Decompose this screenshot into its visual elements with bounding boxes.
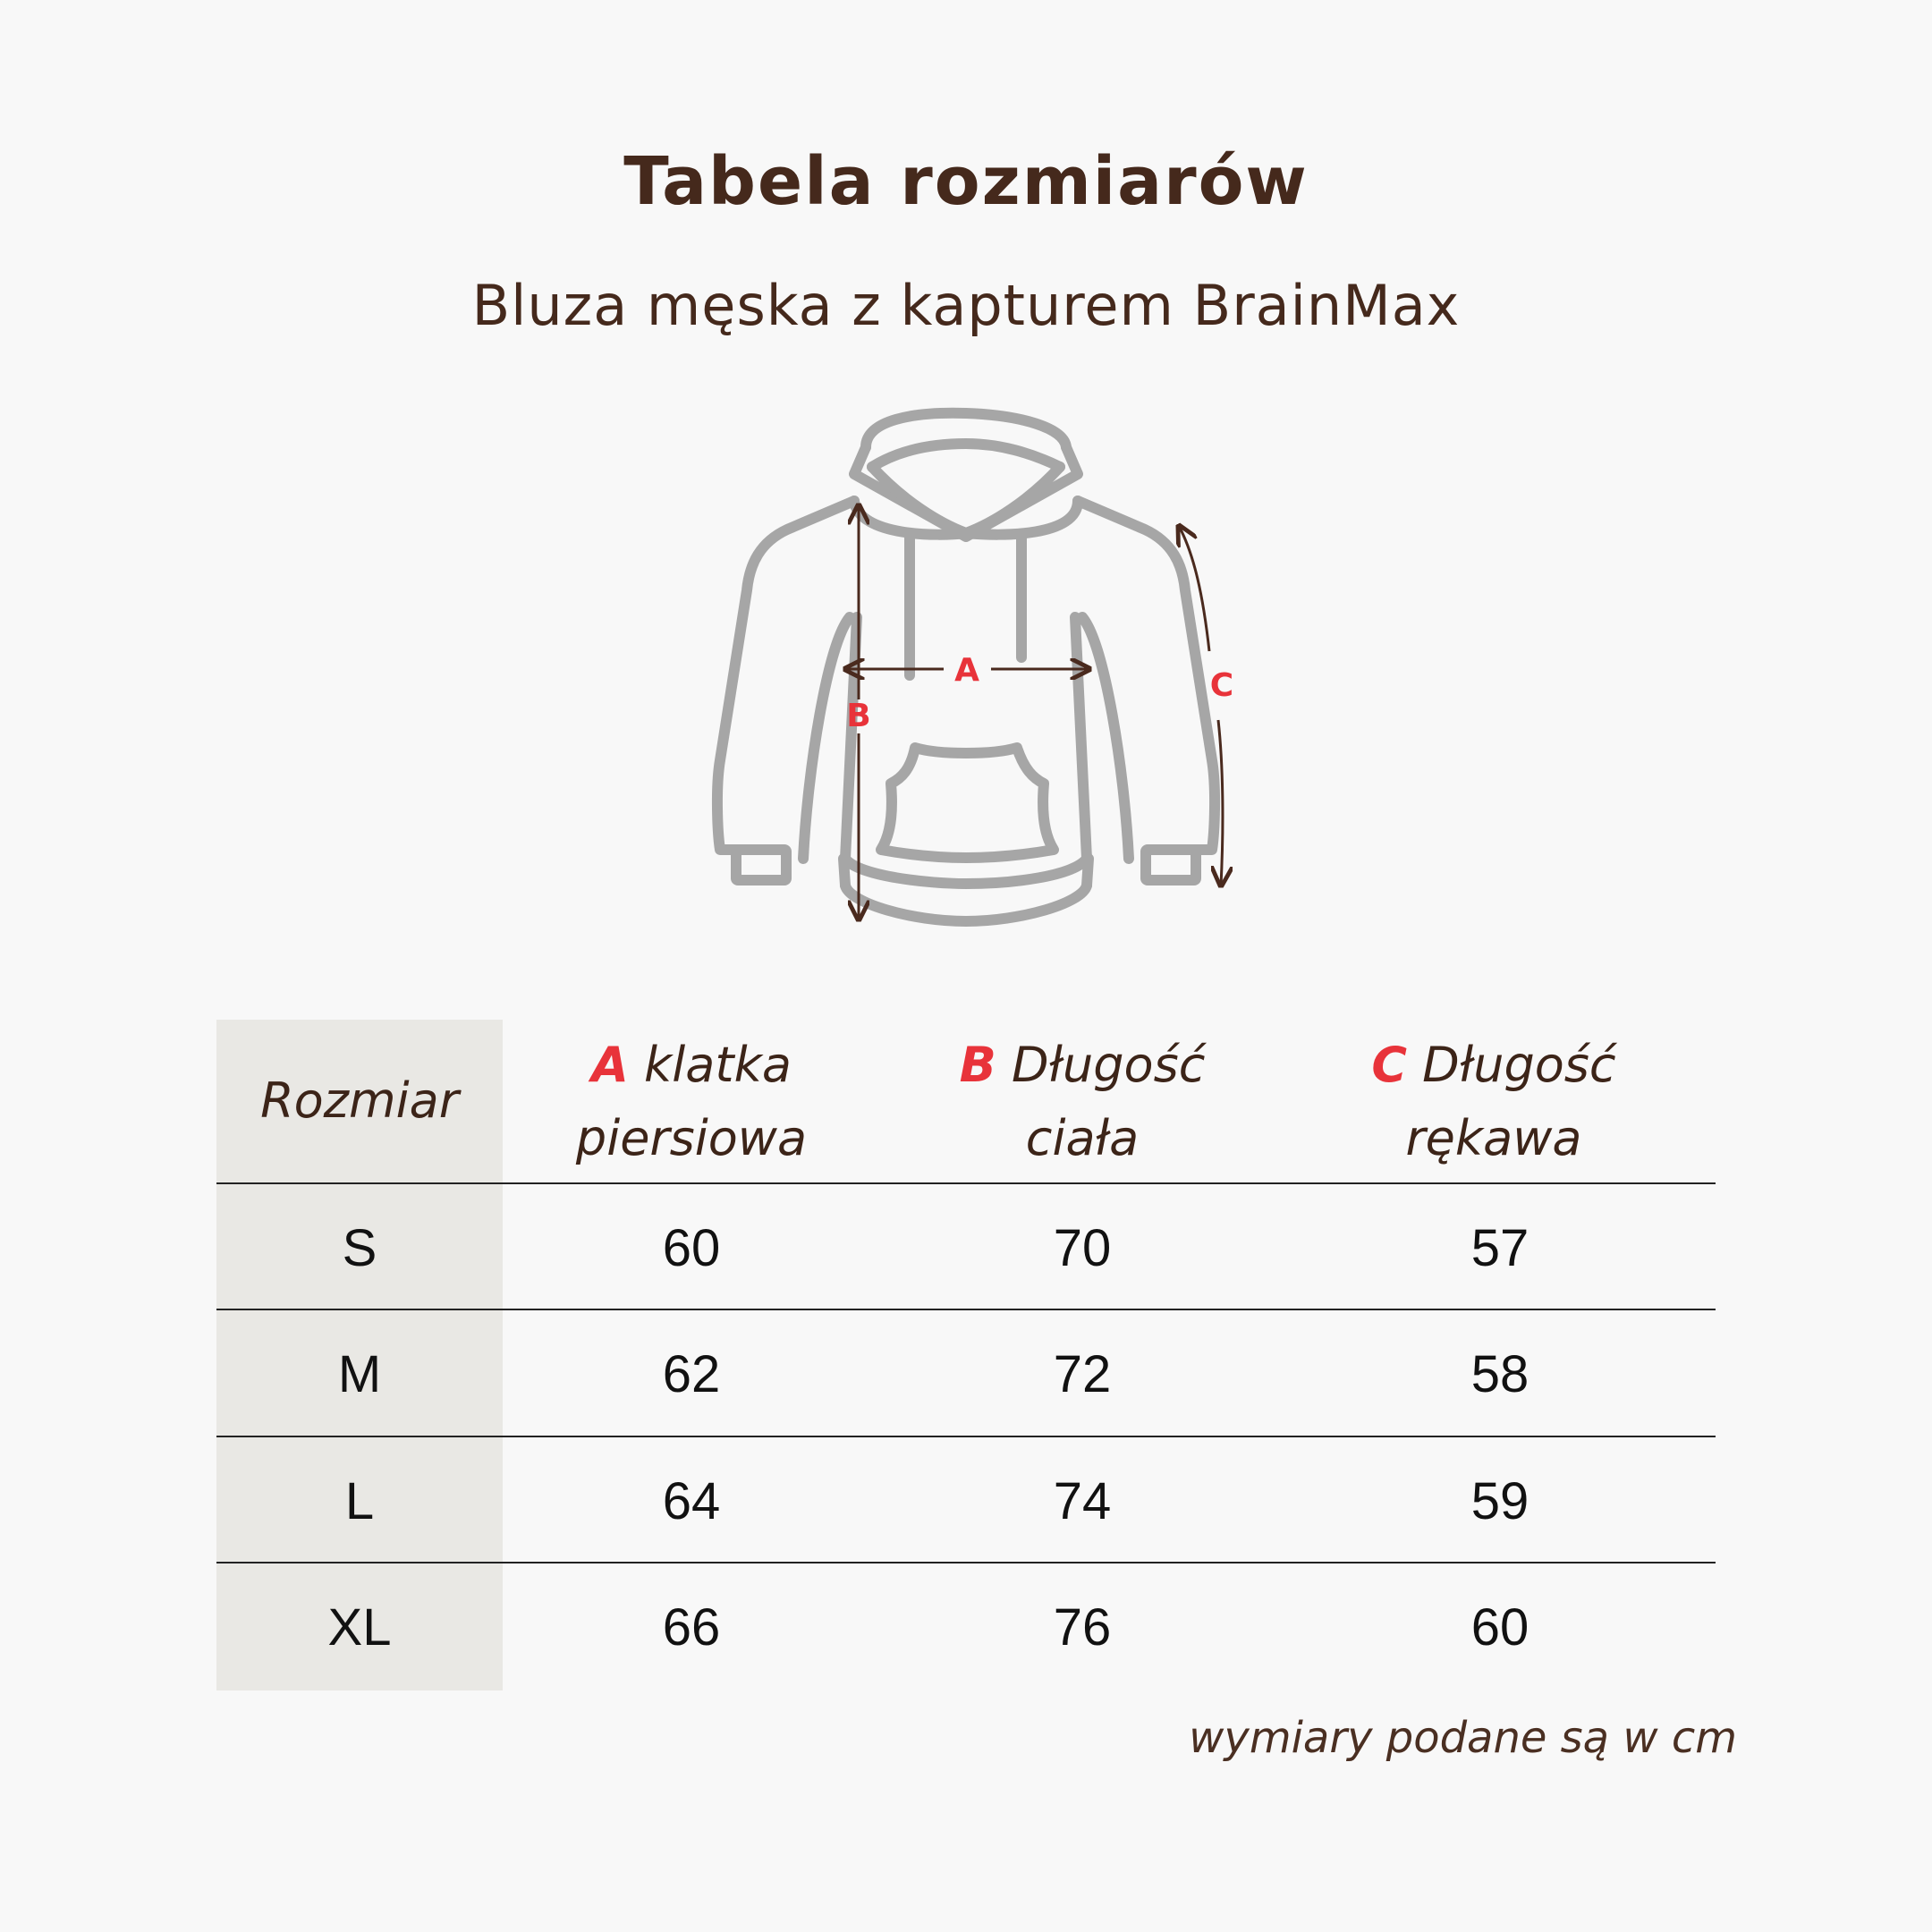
- table-divider: [216, 1182, 1716, 1184]
- header-sleeve-letter: C: [1371, 1037, 1407, 1093]
- product-subtitle: Bluza męska z kapturem BrainMax: [471, 273, 1461, 338]
- label-a: A: [954, 652, 979, 689]
- body-length-cell: 76: [1053, 1598, 1112, 1657]
- sleeve-length-cell: 58: [1470, 1345, 1530, 1403]
- table-divider: [216, 1309, 1716, 1310]
- size-cell: L: [344, 1472, 375, 1530]
- sleeve-length-cell: 60: [1470, 1598, 1530, 1657]
- size-cell: S: [342, 1219, 377, 1277]
- header-body-length: B Długość ciała: [959, 1037, 1206, 1166]
- sleeve-length-cell: 59: [1470, 1472, 1530, 1530]
- chest-cell: 60: [662, 1219, 721, 1277]
- chest-cell: 64: [662, 1472, 721, 1530]
- table-divider: [216, 1436, 1716, 1437]
- label-c: C: [1209, 667, 1234, 704]
- header-chest: A klatka piersiowa: [575, 1037, 808, 1166]
- size-cell: M: [337, 1345, 382, 1403]
- units-note: wymiary podane są w cm: [1189, 1713, 1737, 1763]
- body-length-cell: 70: [1053, 1219, 1112, 1277]
- hoodie-icon: [698, 394, 1270, 948]
- header-size: Rozmiar: [260, 1072, 459, 1129]
- chest-cell: 62: [662, 1345, 721, 1403]
- table-divider: [216, 1562, 1716, 1563]
- header-sleeve-length: C Długość rękawa: [1371, 1037, 1616, 1166]
- size-cell: XL: [327, 1598, 392, 1657]
- body-length-cell: 72: [1053, 1345, 1112, 1403]
- sleeve-length-cell: 57: [1470, 1219, 1530, 1277]
- chest-cell: 66: [662, 1598, 721, 1657]
- header-chest-letter: A: [591, 1037, 629, 1093]
- page-title: Tabela rozmiarów: [623, 143, 1309, 220]
- label-b: B: [846, 698, 871, 734]
- body-length-cell: 74: [1053, 1472, 1112, 1530]
- header-body-letter: B: [959, 1037, 996, 1093]
